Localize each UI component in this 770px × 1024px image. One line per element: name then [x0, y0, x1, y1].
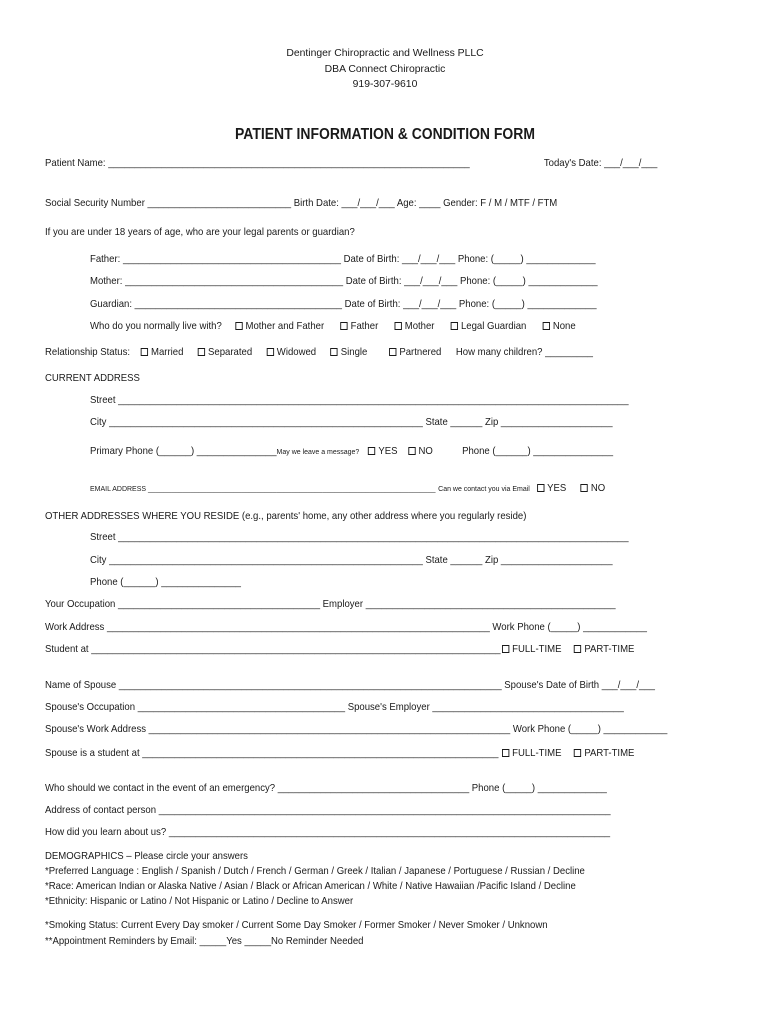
part-time-label: PART-TIME	[584, 644, 635, 655]
live-with-legal-guardian-checkbox[interactable]	[451, 322, 458, 330]
email-row	[90, 482, 605, 495]
single-checkbox[interactable]	[331, 348, 338, 356]
married-checkbox[interactable]	[141, 348, 148, 356]
no-label: NO	[590, 483, 606, 494]
race-line[interactable]: *Race: American Indian or Alaska Native / Asian / Black or African American / White / Native Hawaiian /Pacific Island / Decline	[45, 881, 576, 892]
ethnicity-line[interactable]: *Ethnicity: Hispanic or Latino / Not Hispanic or Latino / Decline to Answer	[45, 896, 354, 907]
secondary-phone-field[interactable]: Phone (______) _______________	[462, 446, 614, 457]
spouse-full-time-checkbox[interactable]	[502, 749, 509, 757]
clinic-dba: DBA Connect Chiropractic	[324, 64, 446, 75]
mother-field[interactable]: Mother: _________________________________________ Date of Birth: ___/___/___ Phone: (_____) _____________	[90, 276, 598, 287]
patient-name-field[interactable]: Patient Name: ____________________________________________________________________	[45, 158, 470, 169]
part-time-label: PART-TIME	[584, 748, 635, 759]
full-time-label: FULL-TIME	[512, 748, 562, 759]
primary-phone-field[interactable]: Primary Phone (______) _______________	[90, 446, 277, 457]
live-with-option-label: None	[552, 321, 576, 332]
contact-address-field[interactable]: Address of contact person _____________________________________________________________________________________	[45, 805, 611, 816]
todays-date-field[interactable]: Today's Date: ___/___/___	[543, 158, 657, 169]
children-count-field[interactable]: How many children? _________	[455, 347, 593, 358]
yes-label: YES	[378, 446, 398, 457]
other-street-field[interactable]: Street ________________________________________________________________________________________________	[90, 532, 629, 543]
relationship-row	[45, 346, 593, 359]
father-field[interactable]: Father: _________________________________________ Date of Birth: ___/___/___ Phone: (_____) _____________	[90, 254, 596, 265]
current-address-heading: CURRENT ADDRESS	[45, 373, 140, 384]
appointment-reminders-line[interactable]: **Appointment Reminders by Email: _____Yes _____No Reminder Needed	[45, 936, 364, 947]
relationship-label: Relationship Status:	[45, 347, 131, 358]
live-with-option-label: Father	[350, 321, 379, 332]
ssn-birthdate-gender-line[interactable]: Social Security Number ___________________________ Birth Date: ___/___/___ Age: ____ Gender: F / M / MTF / FTM	[45, 198, 558, 209]
current-street-field[interactable]: Street ________________________________________________________________________________________________	[90, 395, 629, 406]
contact-email-no-checkbox[interactable]	[581, 484, 588, 492]
relationship-option-label: Married	[150, 347, 184, 358]
live-with-mother-father-checkbox[interactable]	[235, 322, 242, 330]
live-with-father-checkbox[interactable]	[340, 322, 347, 330]
spouse-student-field[interactable]: Spouse is a student at ___________________________________________________________________	[45, 748, 499, 759]
under-18-question: If you are under 18 years of age, who are your legal parents or guardian?	[45, 227, 355, 238]
demographics-heading: DEMOGRAPHICS – Please circle your answers	[45, 851, 248, 862]
preferred-language-line[interactable]: *Preferred Language : English / Spanish / Dutch / French / German / Greek / Italian / Japanese / Portuguese / Russian / Decline	[45, 866, 585, 877]
occupation-employer-field[interactable]: Your Occupation ______________________________________ Employer _______________________________________________	[45, 599, 616, 610]
relationship-option-label: Partnered	[399, 347, 442, 358]
leave-message-label: May we leave a message?	[276, 447, 360, 456]
leave-message-yes-checkbox[interactable]	[368, 447, 375, 455]
guardian-field[interactable]: Guardian: _______________________________________ Date of Birth: ___/___/___ Phone: (_____) _____________	[90, 299, 597, 310]
clinic-phone: 919-307-9610	[352, 79, 418, 90]
primary-phone-row	[90, 445, 613, 458]
clinic-name: Dentinger Chiropractic and Wellness PLLC	[286, 48, 484, 59]
student-status-options	[502, 643, 634, 656]
spouse-name-field[interactable]: Name of Spouse ________________________________________________________________________ Spouse's Date of Birth ___/___/___	[45, 680, 655, 691]
spouse-work-address-field[interactable]: Spouse's Work Address ____________________________________________________________________ Work Phone (_____) ____________	[45, 724, 668, 735]
live-with-row	[90, 320, 576, 333]
separated-checkbox[interactable]	[198, 348, 205, 356]
other-addresses-heading: OTHER ADDRESSES WHERE YOU RESIDE (e.g., parents' home, any other address where you regularly reside)	[45, 511, 527, 522]
live-with-none-checkbox[interactable]	[543, 322, 550, 330]
contact-email-label: Can we contact you via Email	[438, 484, 530, 493]
widowed-checkbox[interactable]	[267, 348, 274, 356]
live-with-label: Who do you normally live with?	[90, 321, 222, 332]
relationship-option-label: Widowed	[276, 347, 317, 358]
live-with-option-label: Mother	[404, 321, 435, 332]
form-title: PATIENT INFORMATION & CONDITION FORM	[235, 126, 535, 143]
other-city-state-zip-field[interactable]: City ___________________________________________________________ State ______ Zip _____________________	[90, 555, 613, 566]
emergency-contact-field[interactable]: Who should we contact in the event of an emergency? ____________________________________ Phone (_____) _____________	[45, 783, 607, 794]
no-label: NO	[418, 446, 433, 457]
student-part-time-checkbox[interactable]	[574, 645, 581, 653]
live-with-option-label: Mother and Father	[245, 321, 325, 332]
relationship-option-label: Separated	[208, 347, 253, 358]
work-address-field[interactable]: Work Address ________________________________________________________________________ Work Phone (_____) ____________	[45, 622, 647, 633]
email-field[interactable]: EMAIL ADDRESS __________________________________________________________________________	[90, 484, 436, 493]
leave-message-no-checkbox[interactable]	[408, 447, 415, 455]
student-at-field[interactable]: Student at _____________________________________________________________________________	[45, 644, 501, 655]
spouse-part-time-checkbox[interactable]	[574, 749, 581, 757]
relationship-option-label: Single	[340, 347, 368, 358]
spouse-occupation-field[interactable]: Spouse's Occupation _______________________________________ Spouse's Employer ____________________________________	[45, 702, 624, 713]
student-full-time-checkbox[interactable]	[502, 645, 509, 653]
full-time-label: FULL-TIME	[512, 644, 562, 655]
live-with-mother-checkbox[interactable]	[395, 322, 402, 330]
contact-email-yes-checkbox[interactable]	[537, 484, 544, 492]
live-with-option-label: Legal Guardian	[460, 321, 527, 332]
yes-label: YES	[547, 483, 567, 494]
referral-source-field[interactable]: How did you learn about us? ___________________________________________________________________________________	[45, 827, 611, 838]
partnered-checkbox[interactable]	[389, 348, 396, 356]
other-phone-field[interactable]: Phone (______) _______________	[90, 577, 241, 588]
current-city-state-zip-field[interactable]: City ___________________________________________________________ State ______ Zip _____________________	[90, 417, 613, 428]
spouse-student-status-options	[502, 747, 634, 760]
smoking-status-line[interactable]: *Smoking Status: Current Every Day smoker / Current Some Day Smoker / Former Smoker / Never Smoker / Unknown	[45, 920, 548, 931]
